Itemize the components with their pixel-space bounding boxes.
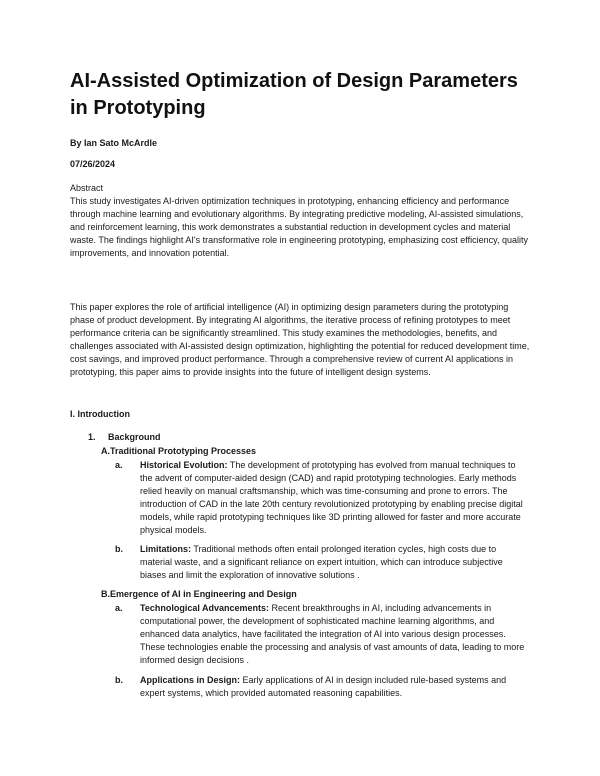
background-number: 1. (88, 432, 96, 442)
list-marker: a. (115, 460, 123, 470)
abstract-text: This study investigates AI-driven optimization techniques in prototyping, enhancing efficiency and performance through machine learning and evolutionary algorithms. By integrating predictive modeling, AI-assisted simulations, and reinforcement learning, this work demonstrates a substantial reduction in development cycles and material waste. The findings highlight AI's transformative role in engineering prototyping, emphasizing cost efficiency, quality improvements, and innovation potential. (70, 196, 528, 258)
paper-title: AI-Assisted Optimization of Design Parameters in Prototyping (70, 70, 518, 119)
item-label: Limitations: (140, 544, 191, 554)
item-text: Recent breakthroughs in AI, including advancements in computational power, the development of sophisticated machine learning algorithms, and enhanced data analytics, have facilitated the integration of AI into various design processes. These technologies enable the processing and analysis of vast amounts of data, leading to more informed design decisions . (140, 603, 525, 665)
list-item-historical-evolution (115, 459, 528, 537)
item-label: Technological Advancements: (140, 603, 270, 613)
intro-paragraph: This paper explores the role of artificial intelligence (AI) in optimizing design parameters during the prototyping phase of product development. By integrating AI algorithms, the iterative process of refining prototypes to meet performance criteria can be significantly streamlined. This study examines the methodologies, benefits, and challenges associated with AI-assisted design optimization, highlighting the potential for reduced development time, cost savings, and improved product performance. Through a comprehensive review of current AI applications in prototyping, this paper aims to provide insights into the future of intelligent design systems. (70, 302, 530, 377)
background-heading (88, 431, 161, 443)
list-item-technological-advancements (115, 602, 528, 667)
subsection-heading-emergence: B.Emergence of AI in Engineering and Design (101, 589, 297, 599)
list-item-applications-in-design (115, 674, 528, 700)
date-line: 07/26/2024 (70, 159, 116, 169)
background-label: Background (108, 432, 161, 442)
item-label: Applications in Design: (140, 675, 241, 685)
item-text: Early applications of AI in design included rule-based systems and expert systems, which provided automated reasoning capabilities. (140, 675, 507, 698)
subsection-heading-traditional: A.Traditional Prototyping Processes (101, 446, 257, 456)
section-heading-introduction: I. Introduction (70, 409, 130, 419)
author-line: By Ian Sato McArdle (70, 138, 158, 148)
list-item-limitations (115, 543, 528, 582)
list-marker: b. (115, 675, 123, 685)
item-text: The development of prototyping has evolved from manual techniques to the advent of computer-aided design (CAD) and rapid prototyping technologies. Early methods relied heavily on manual craftsmanship, which was time-consuming and prone to errors. The introduction of CAD in the late 20th century revolutionized prototyping by enabling precise digital models, while rapid prototyping techniques like 3D printing allowed for faster and more accurate physical models. (140, 460, 523, 535)
item-text: Traditional methods often entail prolonged iteration cycles, high costs due to material waste, and a significant reliance on expert intuition, which can introduce subjective biases and limit the exploration of innovative solutions . (140, 544, 503, 580)
item-label: Historical Evolution: (140, 460, 228, 470)
list-marker: b. (115, 544, 123, 554)
abstract-heading: Abstract (70, 183, 104, 193)
list-marker: a. (115, 603, 123, 613)
